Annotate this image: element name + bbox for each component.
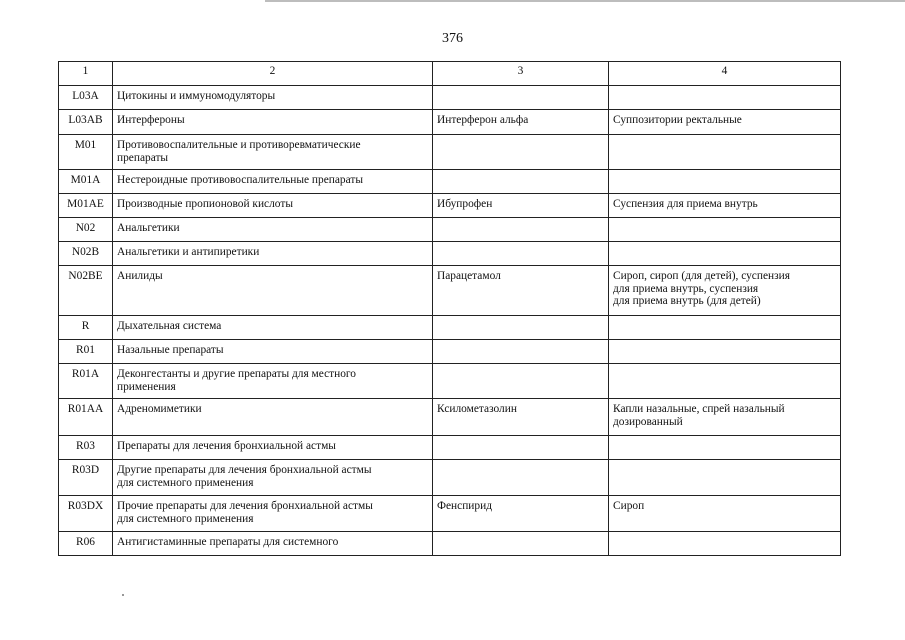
- atc-code-cell: R03: [59, 436, 113, 460]
- group-name-cell: Анилиды: [113, 266, 433, 316]
- atc-code-cell: R06: [59, 532, 113, 556]
- atc-code-cell: L03AB: [59, 110, 113, 135]
- dosage-form-cell: Сироп, сироп (для детей), суспензия для приема внутрь, суспензия для приема внутрь (для детей): [609, 266, 841, 316]
- table-row: [59, 532, 841, 556]
- column-header-2: 2: [113, 62, 433, 86]
- drug-name-cell: [433, 316, 609, 340]
- group-name-cell: Производные пропионовой кислоты: [113, 194, 433, 218]
- atc-code-cell: M01A: [59, 170, 113, 194]
- page-number: 376: [442, 31, 463, 46]
- scan-top-edge: [265, 0, 905, 2]
- group-name-cell: Препараты для лечения бронхиальной астмы: [113, 436, 433, 460]
- group-name-cell: Дыхательная система: [113, 316, 433, 340]
- dosage-form-cell: [609, 242, 841, 266]
- drug-name-cell: [433, 340, 609, 364]
- drug-name-cell: [433, 460, 609, 496]
- atc-code-cell: R01A: [59, 364, 113, 399]
- atc-code-cell: M01AE: [59, 194, 113, 218]
- dosage-form-cell: Капли назальные, спрей назальный дозированный: [609, 399, 841, 436]
- drug-name-cell: [433, 364, 609, 399]
- group-name-cell: Противовоспалительные и противоревматические препараты: [113, 135, 433, 170]
- drug-name-cell: [433, 135, 609, 170]
- atc-code-cell: L03A: [59, 86, 113, 110]
- atc-code-cell: N02B: [59, 242, 113, 266]
- drug-name-cell: [433, 242, 609, 266]
- drug-name-cell: Ксилометазолин: [433, 399, 609, 436]
- table-row: [59, 460, 841, 496]
- table-row: [59, 436, 841, 460]
- drug-name-cell: [433, 436, 609, 460]
- dosage-form-cell: [609, 316, 841, 340]
- table-header-row: [59, 62, 841, 86]
- drug-name-cell: Ибупрофен: [433, 194, 609, 218]
- group-name-cell: Прочие препараты для лечения бронхиальной астмы для системного применения: [113, 496, 433, 532]
- atc-code-cell: N02: [59, 218, 113, 242]
- atc-code-cell: R03DX: [59, 496, 113, 532]
- dosage-form-cell: [609, 170, 841, 194]
- table-row: [59, 266, 841, 316]
- drug-list-table: [58, 61, 841, 556]
- column-header-3: 3: [433, 62, 609, 86]
- atc-code-cell: N02BE: [59, 266, 113, 316]
- dosage-form-cell: [609, 364, 841, 399]
- dosage-form-cell: [609, 436, 841, 460]
- table-row: [59, 218, 841, 242]
- column-header-4: 4: [609, 62, 841, 86]
- group-name-cell: Интерфероны: [113, 110, 433, 135]
- group-name-cell: Адреномиметики: [113, 399, 433, 436]
- table-row: [59, 170, 841, 194]
- dosage-form-cell: Сироп: [609, 496, 841, 532]
- dosage-form-cell: [609, 340, 841, 364]
- drug-name-cell: [433, 532, 609, 556]
- group-name-cell: Антигистаминные препараты для системного: [113, 532, 433, 556]
- table-row: [59, 135, 841, 170]
- dosage-form-cell: [609, 460, 841, 496]
- atc-code-cell: R: [59, 316, 113, 340]
- scan-speck: [122, 594, 124, 596]
- atc-code-cell: M01: [59, 135, 113, 170]
- atc-code-cell: R03D: [59, 460, 113, 496]
- group-name-cell: Назальные препараты: [113, 340, 433, 364]
- dosage-form-cell: [609, 135, 841, 170]
- table-row: [59, 316, 841, 340]
- table-row: [59, 242, 841, 266]
- table-row: [59, 364, 841, 399]
- group-name-cell: Другие препараты для лечения бронхиальной астмы для системного применения: [113, 460, 433, 496]
- drug-name-cell: [433, 218, 609, 242]
- dosage-form-cell: Суспензия для приема внутрь: [609, 194, 841, 218]
- table-row: [59, 86, 841, 110]
- group-name-cell: Анальгетики: [113, 218, 433, 242]
- table-row: [59, 399, 841, 436]
- drug-name-cell: Интерферон альфа: [433, 110, 609, 135]
- column-header-1: 1: [59, 62, 113, 86]
- group-name-cell: Нестероидные противовоспалительные препараты: [113, 170, 433, 194]
- group-name-cell: Цитокины и иммуномодуляторы: [113, 86, 433, 110]
- drug-name-cell: Фенспирид: [433, 496, 609, 532]
- atc-code-cell: R01AA: [59, 399, 113, 436]
- group-name-cell: Деконгестанты и другие препараты для местного применения: [113, 364, 433, 399]
- group-name-cell: Анальгетики и антипиретики: [113, 242, 433, 266]
- dosage-form-cell: [609, 86, 841, 110]
- drug-name-cell: [433, 170, 609, 194]
- table-row: [59, 194, 841, 218]
- drug-name-cell: [433, 86, 609, 110]
- dosage-form-cell: Суппозитории ректальные: [609, 110, 841, 135]
- dosage-form-cell: [609, 218, 841, 242]
- atc-code-cell: R01: [59, 340, 113, 364]
- table-row: [59, 340, 841, 364]
- drug-name-cell: Парацетамол: [433, 266, 609, 316]
- table-row: [59, 110, 841, 135]
- dosage-form-cell: [609, 532, 841, 556]
- table-row: [59, 496, 841, 532]
